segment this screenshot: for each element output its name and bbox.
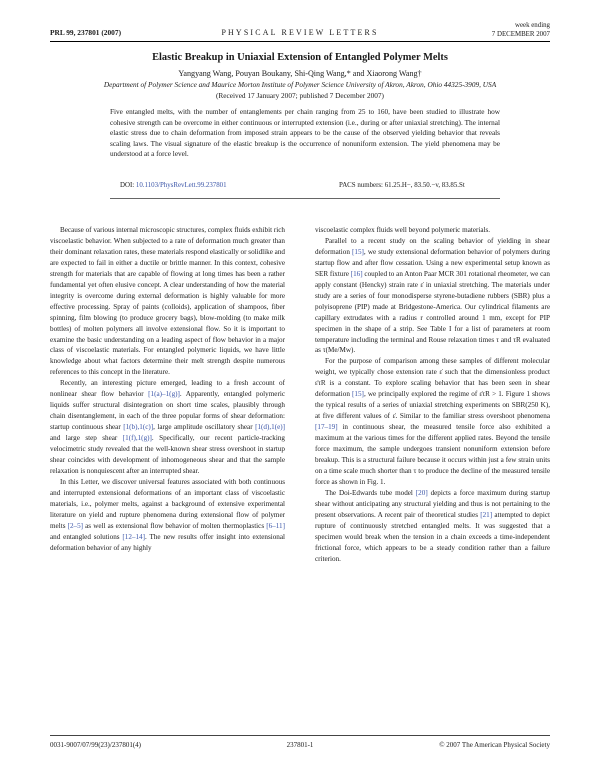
citation-link[interactable]: [1(d),1(e)] [255, 423, 285, 432]
citation-link[interactable]: [15] [352, 247, 364, 256]
paragraph-text: For the purpose of comparison among these samples of different molecular weight, we typically chose extension rate ε̇ such that the dimensionless product ε̇τR is a constant. To explore scaling behavior that has been seen in shear deformation [315, 357, 550, 399]
abstract: Five entangled melts, with the number of entanglements per chain ranging from 25 to 160, have been studied to illustrate how cohesive strength can be overcome in either continuous or interrupted extension (i.e., during or after uniaxial stretching). The internal elastic stress due to chain deformation from imposed strain appears to be the cause of the observed yielding behavior that reveals scaling laws. The visual signature of the elastic breakup is the occurrence of nonuniform extension. The yield phenomena may be understood at a force level. [110, 108, 500, 159]
copyright: © 2007 The American Physical Society [439, 741, 550, 749]
citation-link[interactable]: [16] [350, 269, 363, 278]
page-number: 237801-1 [286, 741, 314, 749]
citation-link[interactable]: [1(a)–1(g)] [148, 390, 180, 399]
affiliation: Department of Polymer Science and Maurice Morton Institute of Polymer Science University of Akron, Akron, Ohio 44325-3909, USA [103, 80, 497, 89]
paragraph-text: attempted to depict rupture of continuously stretched entangled melts. It was suggested that a specimen would break when the tension in a chain exceeds a time-independent frictional force, which appears to be a steady condition rather than a failure criterion. [315, 510, 550, 563]
paragraph-text: . The new results offer insight into extensional deformation behavior of any highly [50, 532, 286, 552]
paragraph-text: , we principally explored the regime of ε̇τR > 1. Figure 1 shows the typical results of a series of uniaxial stretching experiments on SBR(250 K), at five different values of ε̇. Similar to the familiar stress overshoot phenomena [315, 390, 551, 421]
paragraph [50, 378, 285, 477]
paragraph-text: Recently, an interesting picture emerged, leading to a fresh account of nonlinear shear flow behavior [50, 379, 285, 399]
paragraph-text: Because of various internal microscopic structures, complex fluids exhibit rich viscoelastic behavior. When subjected to a rate of deformation much greater than their dominant relaxation rates, these materials respond elastically or solidlike and are expected to fail in either a ductile or brittle manner. In this context, cohesive strength for materials that are capable of flowing at long times has been a rather fundamental yet often elusive concept. A clear understanding of how the material integrity is overcome during external deformation is highly valuable for more effective processing. Spray of paints (colloids), application of shampoos, fiber spinning, film blowing (to produce grocery bags), blow-molding (to make milk bottles) of molten polymers all involve extensional flow. So it is important to examine the basic understanding on a leading aspect of flow behavior in a major class of viscoelastic materials. For entangled polymeric liquids, we have little knowledge about what factors determine their melt strength despite numerous references to this concept in the literature. [50, 226, 285, 377]
issue-date-block [492, 22, 550, 39]
doi-label: DOI: [120, 182, 135, 189]
citation-link[interactable]: [21] [480, 510, 493, 519]
paragraph-text: , we study extensional deformation behavior of polymers during startup flow and after flow cessation. Using a new experimental setup known as SER fixture [315, 247, 550, 278]
journal-reference: PRL 99, 237801 (2007) [50, 28, 122, 37]
paragraph-text: in continuous shear, the measured tensile force also exhibited a maximum at the various times for the different applied rates. Beyond the tensile force maximum, the sample undergoes transient nonuniform extension before breakup. This is a structural failure because it occurs within just a few strain units on a time scale much shorter than τ to produce the decline of the measured tensile force as shown in Fig. 1. [315, 423, 550, 486]
citation-link[interactable]: [1(b),1(c)] [123, 423, 154, 432]
paragraph-text: In this Letter, we discover universal features associated with both continuous and interrupted extensional deformations of an important class of viscoelastic materials, i.e., polymer melts, against a background of extensive experimental literature on yield and rupture phenomena during extensional flow of polymer melts [50, 477, 285, 530]
footer-rule [50, 735, 550, 736]
paragraph [315, 236, 550, 356]
paragraph [315, 488, 550, 565]
header-rule [50, 41, 550, 42]
paragraph-text: Parallel to a recent study on the scaling behavior of yielding in shear deformation [315, 236, 550, 256]
citation-link[interactable]: [1(f),1(g)] [122, 434, 152, 443]
doi-link[interactable]: 10.1103/PhysRevLett.99.237801 [135, 182, 227, 189]
paragraph [315, 225, 550, 236]
paragraph-text: , large amplitude oscillatory shear [153, 423, 256, 432]
body-column-left [50, 225, 285, 554]
paragraph-text: and large step shear [50, 434, 123, 443]
received-dates: (Received 17 January 2007; published 7 December 2007) [216, 91, 384, 100]
journal-name: PHYSICAL REVIEW LETTERS [221, 28, 379, 37]
citation-link[interactable]: [12–14] [122, 532, 145, 541]
paragraph [50, 477, 285, 554]
paragraph-text: coupled to an Anton Paar MCR 301 rotational rheometer, we can apply constant (Hencky) strain rate ε̇ in uniaxial stretching. The materials under study are a series of four monodisperse styrene-butadiene rubbers (SBR) plus a polyisoprene (PIP) made at Bridgestone-America. Our cylindrical filaments are capillary extrudates with a radius r controlled around 1 mm, except for PIP specimen in the shape of a strip. See Table I for a list of parameters at room temperature including the terminal and Rouse relaxation times τ and τR evaluated as τ(Me/Mw). [315, 269, 550, 355]
citation-link[interactable]: [6–11] [266, 521, 285, 530]
author-list: Yangyang Wang, Pouyan Boukany, Shi-Qing Wang,* and Xiaorong Wang† [178, 69, 422, 78]
paragraph-text: depicts a force maximum during startup shear without anticipating any structural yielding and thus is not pertaining to the present observations. A recent pair of theoretical studies [315, 488, 550, 519]
week-date: 7 DECEMBER 2007 [491, 30, 550, 38]
paragraph [50, 225, 285, 378]
paragraph-text: as well as extensional flow behavior of molten thermoplastics [83, 521, 267, 530]
article-code: 0031-9007/07/99(23)/237801(4) [50, 741, 141, 749]
citation-link[interactable]: [20] [415, 488, 428, 497]
citation-link[interactable]: [17–19] [315, 423, 338, 432]
doi-line [120, 182, 227, 189]
citation-link[interactable]: [2–5] [67, 521, 84, 530]
week-label: week ending [514, 22, 550, 29]
paragraph-text: and entangled solutions [50, 532, 123, 541]
citation-link[interactable]: [15] [352, 390, 364, 399]
paragraph-text: . Specifically, our recent particle-tracking velocimetric study revealed that the well-known shear stress overshoot in startup shear coincides with development of inhomogeneous shear and that the sample relaxation is nonquiescent after an interrupted shear. [50, 434, 285, 475]
article-title: Elastic Breakup in Uniaxial Extension of Entangled Polymer Melts [152, 52, 448, 63]
paragraph [315, 356, 550, 487]
body-column-right [315, 225, 550, 565]
abstract-separator [110, 198, 500, 199]
pacs-numbers: PACS numbers: 61.25.H−, 83.50.−v, 83.85.St [339, 182, 465, 189]
paragraph-text: The Doi-Edwards tube model [325, 488, 416, 497]
paragraph-text: . Apparently, entangled polymeric liquids suffer structural disintegration on short time scales, plausibly through chain disentanglement, in each of the three popular forms of shear deformation: startup continuous shear [50, 390, 285, 432]
paragraph-text: viscoelastic complex fluids well beyond polymeric materials. [315, 226, 491, 234]
